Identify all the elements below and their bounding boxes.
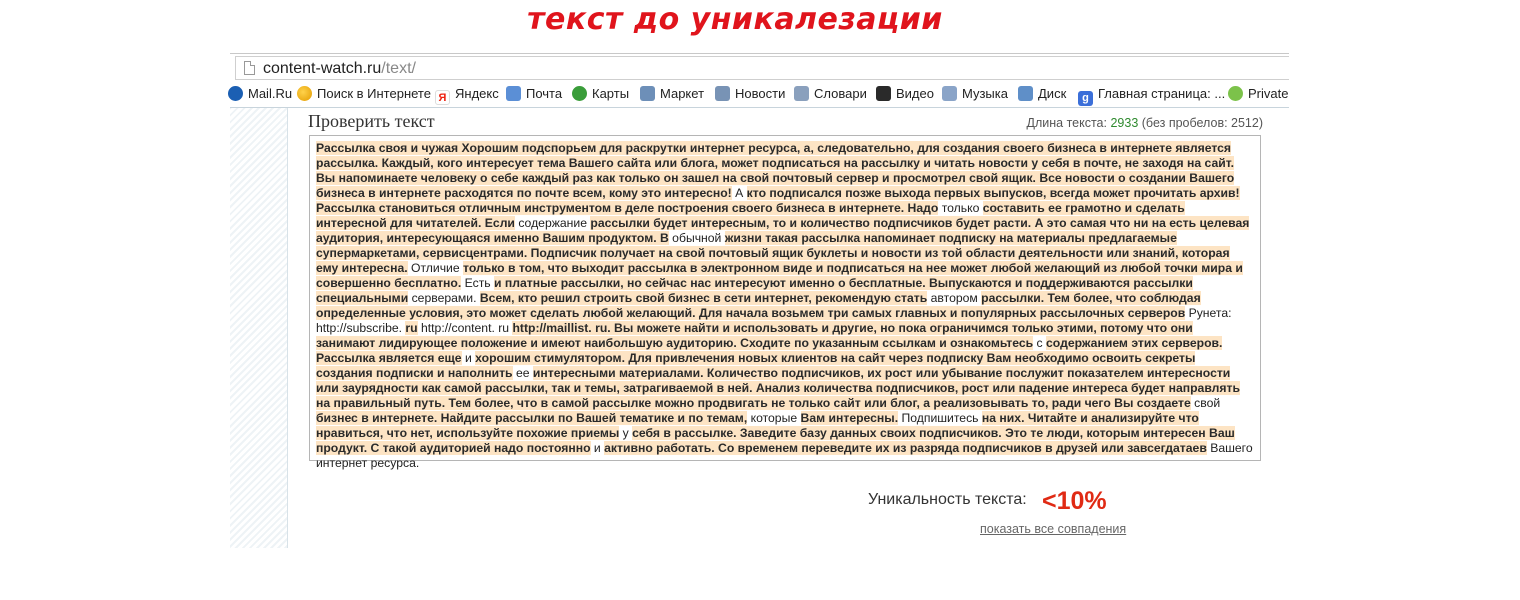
- bookmark-label: Поиск в Интернете: [317, 86, 431, 101]
- page-icon: [244, 61, 255, 75]
- unique-text-segment: с: [1033, 336, 1047, 350]
- bookmark-google[interactable]: [1078, 85, 1225, 103]
- show-all-matches-link[interactable]: показать все совпадения: [980, 522, 1127, 536]
- matched-text-segment: Всем, кто решил строить свой бизнес в сети интернет, рекомендую стать: [479, 291, 928, 305]
- private-icon: [1228, 86, 1243, 101]
- unique-text-segment: только: [938, 201, 983, 215]
- bookmark-label: Главная страница: ...: [1098, 86, 1226, 101]
- market-icon: [640, 86, 655, 101]
- uniqueness-value: <10%: [1042, 487, 1107, 515]
- unique-text-segment: автором: [927, 291, 982, 305]
- length-label: Длина текста:: [1026, 116, 1107, 130]
- unique-text-segment: http://content. ru: [417, 321, 513, 335]
- bookmark-label: Новости: [735, 86, 786, 101]
- matched-text-segment: активно работать. Со временем переведите их из разряда подписчиков в друзей или завсегдатаев: [604, 441, 1207, 455]
- google-icon: g: [1078, 91, 1093, 106]
- unique-text-segment: Подпишитесь: [898, 411, 982, 425]
- disk-icon: [1018, 86, 1033, 101]
- bookmark-news[interactable]: [715, 85, 785, 103]
- yandex-icon: Я: [435, 90, 450, 105]
- url-field[interactable]: [235, 56, 1289, 80]
- bookmark-video[interactable]: [876, 85, 934, 103]
- unique-text-segment: Рунета: http://subscribe.: [316, 306, 1232, 335]
- url-text: [263, 60, 416, 78]
- length-no-spaces: (без пробелов: 2512): [1141, 116, 1263, 130]
- bookmarks-bar: [230, 81, 1289, 107]
- unique-text-segment: Отличие: [407, 261, 464, 275]
- bookmark-label: Диск: [1038, 86, 1067, 101]
- matched-text-segment: составить ее грамотно и сделать интересной для читателей. Если: [316, 201, 1185, 230]
- divider: [230, 107, 1289, 108]
- bookmark-market[interactable]: [640, 85, 704, 103]
- bookmark-yandex[interactable]: [435, 85, 499, 103]
- url-host: content-watch.ru: [263, 60, 382, 77]
- unique-text-segment: обычной: [668, 231, 725, 245]
- matched-text-segment: http://maillist. ru. Вы можете найти и использовать и другие, но пока ограничимся только этими, потому что они занимают лидирующее положение и имеют наибольшую аудиторию. Сходите по указанным ссылкам и ознакомьтесь: [316, 321, 1193, 350]
- matched-text-segment: и платные рассылки, но сейчас нас интересуют именно о бесплатные. Выпускаются и поддерживаются рассылки специальными: [316, 276, 1193, 305]
- music-icon: [942, 86, 957, 101]
- matched-text-segment: хорошим стимулятором. Для привлечения новых клиентов на сайт через подписку Вам необходимо освоить секреты создания подписки и наполнить: [316, 351, 1196, 380]
- bookmark-dictionary[interactable]: [794, 85, 867, 103]
- unique-text-segment: которые: [747, 411, 801, 425]
- matched-text-segment: содержанием этих серверов. Рассылка является еще: [316, 336, 1223, 365]
- bookmark-label: Private: [1248, 86, 1289, 101]
- matched-text-segment: интересными материалами. Количество подписчиков, их рост или убывание послужит показателем интересности или заурядности как самой рассылки, так и темы, затрагиваемой в ней. Анализ количества подписчиков, рост или падение интереса будет направлять на правильный путь. Тем более, что в самой рассылке можно продвигать не только сайт или блог, а реализовывать то, ради чего Вы создаете: [316, 366, 1240, 410]
- bookmark-mail[interactable]: [506, 85, 562, 103]
- bookmark-label: Словари: [814, 86, 867, 101]
- bookmark-music[interactable]: [942, 85, 1008, 103]
- unique-text-segment: свой: [1190, 396, 1221, 410]
- dictionary-icon: [794, 86, 809, 101]
- bookmark-label: Карты: [592, 86, 630, 101]
- bookmark-mailru[interactable]: [228, 85, 292, 103]
- bookmark-label: Mail.Ru: [248, 86, 293, 101]
- unique-text-segment: ее: [512, 366, 533, 380]
- video-icon: [876, 86, 891, 101]
- page-content: [230, 107, 1289, 548]
- news-icon: [715, 86, 730, 101]
- search-globe-icon: [297, 86, 312, 101]
- bookmark-private[interactable]: [1228, 85, 1288, 103]
- unique-text-segment: у: [619, 426, 633, 440]
- maps-icon: [572, 86, 587, 101]
- length-value: 2933: [1110, 116, 1139, 130]
- unique-text-segment: А: [731, 186, 747, 200]
- text-length: [1027, 116, 1264, 130]
- unique-text-segment: Вашего интернет ресурса.: [316, 441, 1253, 470]
- matched-text-segment: Рассылка своя и чужая Хорошим подспорьем для раскрутки интернет ресурса, а, следовательно, для создания своего бизнеса в интернете является рассылка. Каждый, кого интересует тема Вашего сайта или блога, может подписаться на рассылку и читать новости у себя в почте, не заходя на сайт. Вы напоминаете человеку о себе каждый раз как только он зашел на свой почтовый сервер и просмотрел свой ящик. Все новости о создании Вашего бизнеса в интернете расходятся по почте всем, кому это интересно!: [316, 141, 1235, 200]
- mailru-icon: [228, 86, 243, 101]
- bookmark-disk[interactable]: [1018, 85, 1066, 103]
- bookmark-label: Почта: [526, 86, 563, 101]
- bookmark-maps[interactable]: [572, 85, 629, 103]
- matched-text-segment: только в том, что выходит рассылка в электронном виде и подписаться на нее может любой желающий из любой точки мира и совершенно бесплатно.: [316, 261, 1243, 290]
- address-bar: [230, 53, 1289, 82]
- bookmark-label: Музыка: [962, 86, 1008, 101]
- matched-text-segment: рассылки будет интересным, то и количество подписчиков будет расти. А это самая что ни на есть целевая аудитория, интересующаяся именно Вашим продуктом. В: [316, 216, 1250, 245]
- matched-text-segment: жизни такая рассылка напоминает подписку на материалы предлагаемые супермаркетами, сервисцентрами. Подписчик получает на свой почтовый ящик буклеты и новости из той области деятельности или знаний, которая ему интересна.: [316, 231, 1230, 275]
- url-path: /text/: [381, 60, 416, 77]
- unique-text-segment: содержание: [514, 216, 591, 230]
- matched-text-segment: рассылки. Тем более, что соблюдая определенные условия, это может сделать любой желающий. Для начала возьмем три самых главных и популярных рассылочных серверов: [316, 291, 1201, 320]
- bookmark-label: Видео: [896, 86, 934, 101]
- bookmark-search[interactable]: [297, 85, 431, 103]
- matched-text-segment: ru: [405, 321, 418, 335]
- bookmark-label: Яндекс: [455, 86, 499, 101]
- unique-text-segment: серверами.: [408, 291, 480, 305]
- uniqueness-label: Уникальность текста:: [868, 491, 1027, 508]
- matched-text-segment: кто подписался позже выхода первых выпусков, всегда может прочитать архив! Рассылка становиться отличным инструментом в деле построения своего бизнеса в интернете. Надо: [316, 186, 1240, 215]
- unique-text-segment: и: [461, 351, 476, 365]
- matched-text-segment: бизнес в интернете. Найдите рассылки по Вашей тематике и по темам,: [316, 411, 748, 425]
- mail-icon: [506, 86, 521, 101]
- bookmark-label: Маркет: [660, 86, 705, 101]
- page-title: Проверить текст: [308, 111, 435, 131]
- side-stripes: [230, 107, 288, 548]
- text-input-area[interactable]: [309, 135, 1261, 470]
- matched-text-segment: себя в рассылке. Заведите базу данных своих подписчиков. Это те люди, которым интересен Ваш продукт. С такой аудиторией надо постоянно: [316, 426, 1235, 455]
- matched-text-segment: Вам интересны.: [800, 411, 899, 425]
- unique-text-segment: и: [590, 441, 605, 455]
- caption-title: текст до уникалезации: [527, 2, 943, 37]
- matched-text-segment: на них. Читайте и анализируйте что нравиться, что нет, используйте похожие приемы: [316, 411, 1199, 440]
- browser-window: [230, 53, 1289, 548]
- unique-text-segment: Есть: [461, 276, 495, 290]
